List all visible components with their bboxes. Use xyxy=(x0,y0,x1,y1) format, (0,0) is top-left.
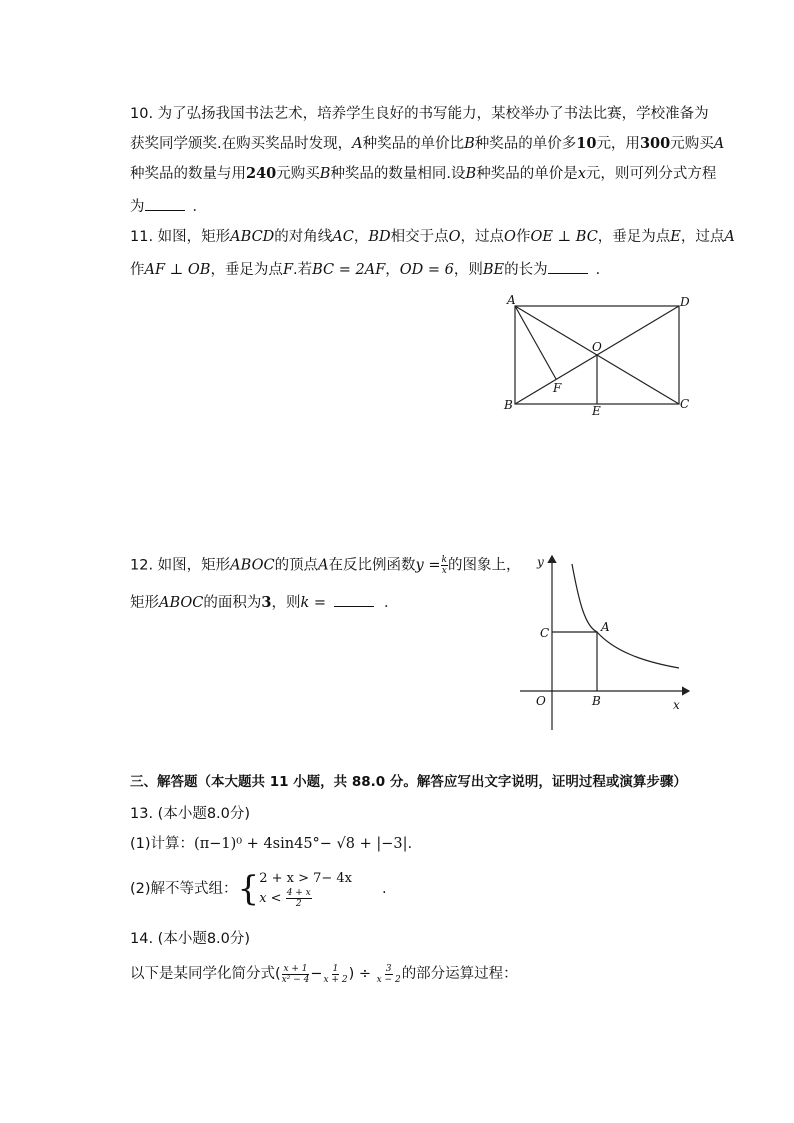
label-o: O xyxy=(536,694,546,708)
label-e: E xyxy=(592,404,601,418)
q11-answer-blank[interactable] xyxy=(548,259,588,274)
label-a: A xyxy=(507,293,516,307)
rect-abco-sides xyxy=(552,632,597,691)
q13-part1: (1)计算：(π−1)⁰ + 4sin45°− √8 + |−3|. xyxy=(130,836,413,852)
q13-heading: 13. (本小题8.0分) xyxy=(130,806,251,822)
label-a: A xyxy=(601,620,610,634)
label-c: C xyxy=(540,626,550,640)
q11-rectangle-figure xyxy=(500,292,700,420)
label-y: y xyxy=(537,555,544,569)
label-b: B xyxy=(504,398,513,412)
q12-line1: 12. 如图，矩形ABOC的顶点A在反比例函数y = $\frac{k}{x}$ 的图象上， xyxy=(130,555,521,576)
q10-line1: 10. 为了弘扬我国书法艺术，培养学生良好的书写能力，某校举办了书法比赛，学校准备为 xyxy=(130,106,709,122)
q10-answer-blank[interactable] xyxy=(145,196,185,211)
hyperbola-curve xyxy=(572,564,679,668)
label-o: O xyxy=(592,340,602,354)
system-brace: { xyxy=(237,869,260,909)
q12-answer-blank[interactable] xyxy=(334,592,374,607)
section3-heading: 三、解答题（本大题共 11 小题，共 88.0 分。解答应写出文字说明，证明过程或演算步骤） xyxy=(130,774,687,790)
q14-heading: 14. (本小题8.0分) xyxy=(130,931,251,947)
q10-line2: 获奖同学颁奖.在购买奖品时发现，A种奖品的单价比B种奖品的单价多10元，用300元购买A xyxy=(130,135,725,152)
q14-line1: 以下是某同学化简分式( $\frac{x + 1}{\text{x² − 4}}$ − $\frac{1}{x + 2}$ ) ÷ $\frac{3}{x - 2}$ 的部分运算过程： xyxy=(130,963,518,985)
q10-line3: 种奖品的数量与用240元购买B种奖品的数量相同.设B种奖品的单价是x元，则可列分式方程 xyxy=(130,165,717,182)
label-c: C xyxy=(680,397,690,411)
inequality-system: 2 + x > 7− 4x x < $\frac{4 + x}{2}$ xyxy=(259,870,353,909)
label-x: x xyxy=(673,698,680,712)
label-f: F xyxy=(553,381,562,395)
q12-line2: 矩形ABOC的面积为3，则k = ． xyxy=(130,594,399,611)
label-b: B xyxy=(592,694,601,708)
segment-af xyxy=(515,306,556,379)
q11-line2: 作AF ⊥ OB，垂足为点F.若BC = 2AF，OD = 6，则BE的长为 ． xyxy=(130,259,610,280)
q11-line1: 11. 如图，矩形ABCD的对角线AC，BD相交于点O，过点O作OE ⊥ BC，垂足为点E，过点A xyxy=(130,229,735,245)
q13-part2: (2)解不等式组：{ 2 + x > 7− 4x x < $\frac{4 + x}{2}$ . xyxy=(130,869,387,909)
q10-line4: 为 ． xyxy=(130,196,207,217)
label-d: D xyxy=(680,295,690,309)
q12-graph-figure xyxy=(515,552,695,734)
